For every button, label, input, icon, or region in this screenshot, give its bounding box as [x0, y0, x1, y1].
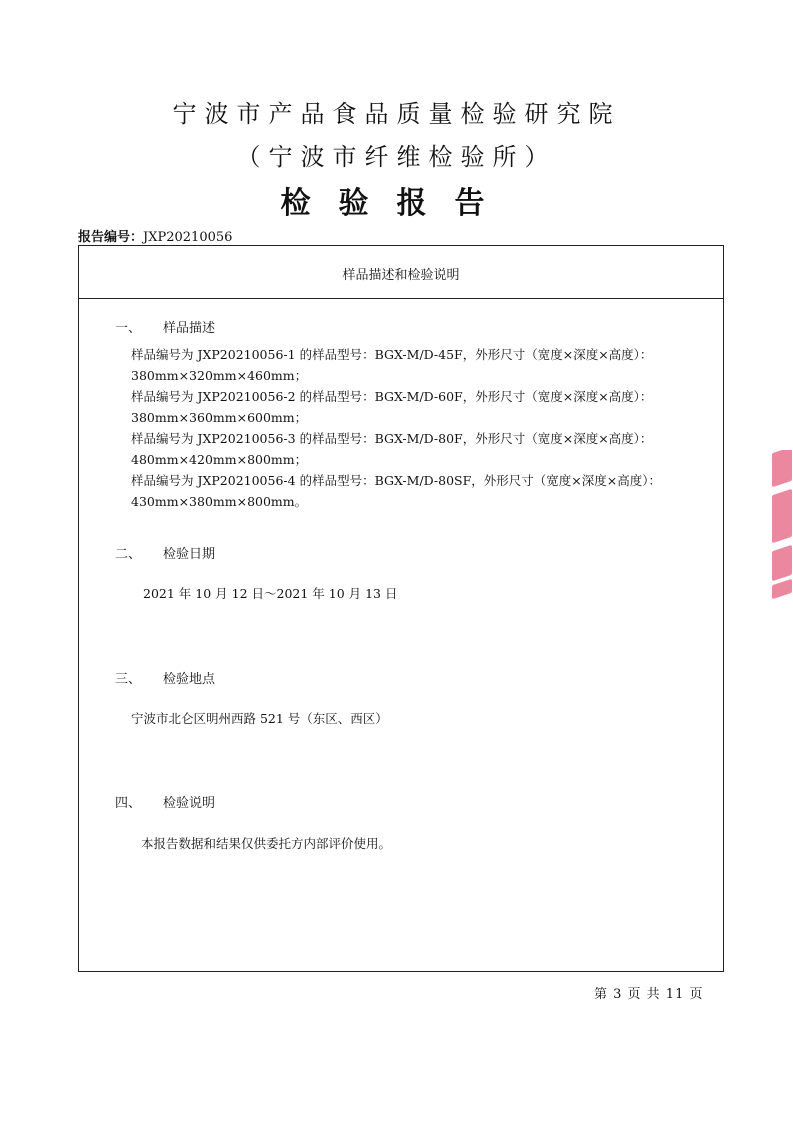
section-number: 三、: [115, 672, 142, 687]
table-title: 样品描述和检验说明: [342, 268, 460, 283]
sample-line: 430mm×380mm×800mm。: [131, 494, 308, 509]
sample-line: 380mm×320mm×460mm；: [131, 368, 308, 383]
section-title: 检验日期: [163, 547, 216, 562]
report-number-label: 报告编号：: [78, 230, 144, 245]
report-number: [78, 226, 232, 245]
section-title: 样品描述: [163, 321, 216, 336]
section-number: 一、: [115, 321, 142, 336]
page-number: 第 3 页 共 11 页: [594, 987, 704, 1002]
section-number: 二、: [115, 547, 142, 562]
sample-line: 样品编号为 JXP20210056-1 的样品型号：BGX-M/D-45F，外形尺寸（宽度×深度×高度）：: [131, 347, 653, 362]
seal-stamp-fragment: [770, 450, 793, 600]
document-title: 检验报告: [280, 186, 513, 221]
section-title: 检验地点: [163, 672, 216, 687]
section-title: 检验说明: [163, 796, 216, 811]
sample-line: 380mm×360mm×600mm；: [131, 410, 308, 425]
inspection-date-value: 2021 年 10 月 12 日～2021 年 10 月 13 日: [143, 586, 398, 601]
table-header: [79, 246, 723, 299]
report-number-value: JXP20210056: [143, 230, 233, 245]
subinstitute-title: （宁波市纤维检验所）: [236, 143, 557, 171]
sample-line: 480mm×420mm×800mm；: [131, 452, 308, 467]
sample-line: 样品编号为 JXP20210056-2 的样品型号：BGX-M/D-60F，外形尺寸（宽度×深度×高度）：: [131, 389, 653, 404]
institute-title: 宁波市产品食品质量检验研究院: [172, 100, 621, 128]
inspection-location-value: 宁波市北仑区明州西路 521 号（东区、西区）: [131, 711, 388, 726]
sample-line: 样品编号为 JXP20210056-4 的样品型号：BGX-M/D-80SF，外形尺寸（宽度×深度×高度）：: [131, 473, 661, 488]
inspection-notes-value: 本报告数据和结果仅供委托方内部评价使用。: [141, 836, 392, 851]
section-number: 四、: [115, 796, 142, 811]
sample-line: 样品编号为 JXP20210056-3 的样品型号：BGX-M/D-80F，外形尺寸（宽度×深度×高度）：: [131, 431, 653, 446]
